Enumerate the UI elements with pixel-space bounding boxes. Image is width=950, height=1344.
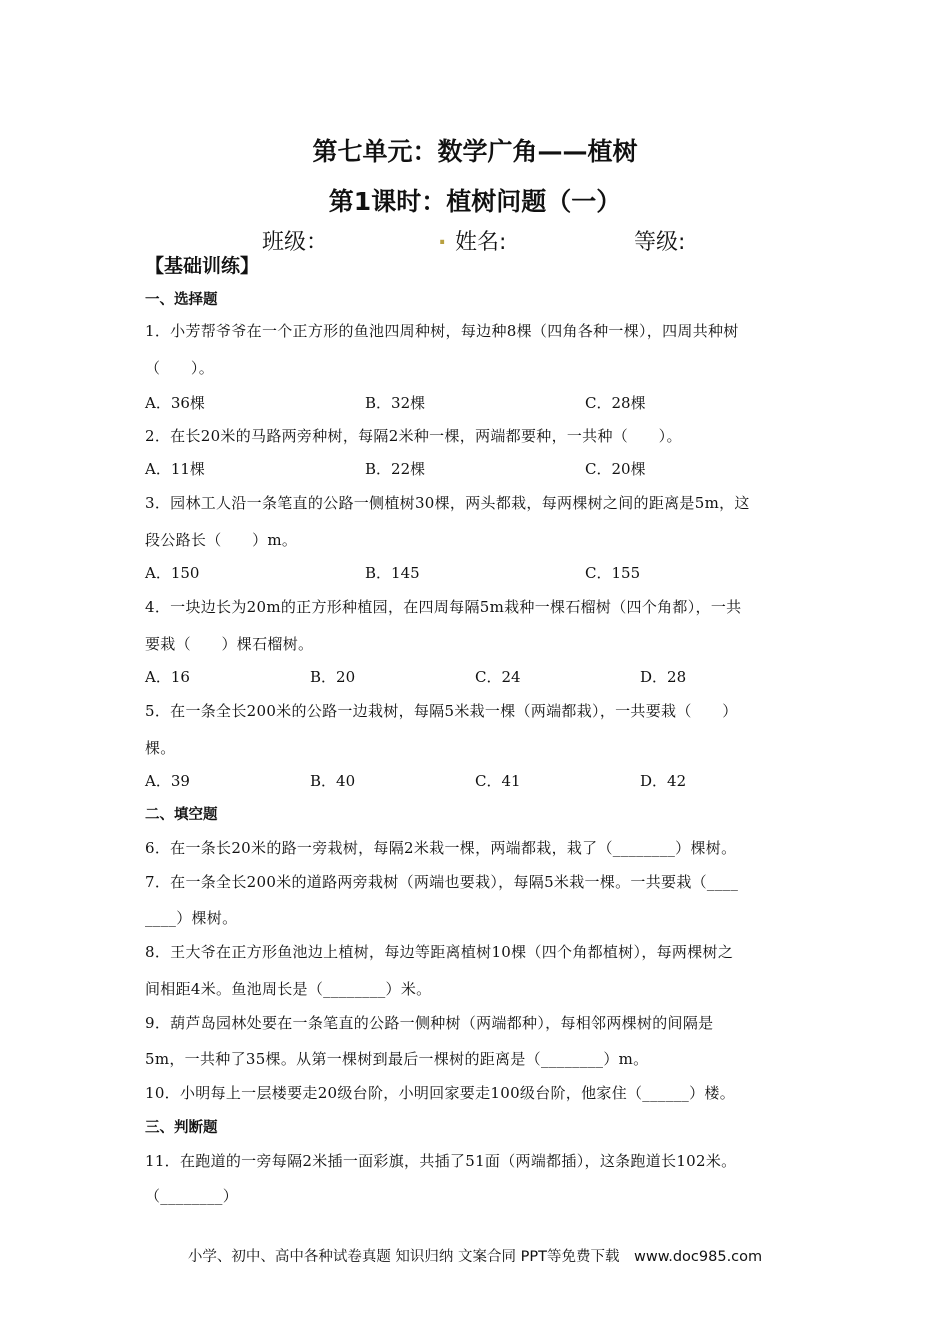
question-3-line-1: 3．园林工人沿一条笔直的公路一侧植树30棵，两头都栽，每两棵树之间的距离是5m，这 bbox=[145, 494, 750, 512]
question-6-line-1: 6．在一条长20米的路一旁栽树，每隔2米栽一棵，两端都栽，栽了（________）棵树。 bbox=[145, 839, 737, 857]
question-1-option-c: C．28棵 bbox=[585, 394, 646, 412]
page-subtitle: 第1课时：植树问题（一） bbox=[328, 187, 622, 216]
question-2-line-1: 2．在长20米的马路两旁种树，每隔2米种一棵，两端都要种，一共种（ ）。 bbox=[145, 427, 682, 445]
question-4-line-1: 4．一块边长为20m的正方形种植园，在四周每隔5m栽种一棵石榴树（四个角都），一共 bbox=[145, 598, 742, 616]
part-heading-fill: 二、填空题 bbox=[145, 807, 218, 823]
class-label: 班级： bbox=[262, 230, 329, 255]
grade-label: 等级: bbox=[634, 230, 686, 255]
question-9-line-2: 5m，一共种了35棵。从第一棵树到最后一棵树的距离是（________）m。 bbox=[145, 1050, 649, 1068]
question-5-option-a: A．39 bbox=[145, 772, 190, 790]
question-8-line-1: 8．王大爷在正方形鱼池边上植树，每边等距离植树10棵（四个角都植树），每两棵树之 bbox=[145, 943, 734, 961]
question-3-line-2: 段公路长（ ）m。 bbox=[145, 531, 298, 549]
question-8-line-2: 间相距4米。鱼池周长是（________）米。 bbox=[145, 980, 432, 998]
question-3-option-b: B．145 bbox=[365, 564, 420, 582]
name-label: 姓名: bbox=[455, 230, 507, 255]
part-heading-judge: 三、判断题 bbox=[145, 1120, 218, 1136]
question-1-option-b: B．32棵 bbox=[365, 394, 426, 412]
question-4-option-a: A．16 bbox=[145, 668, 190, 686]
question-5-option-c: C．41 bbox=[475, 772, 521, 790]
question-9-line-1: 9．葫芦岛园林处要在一条笔直的公路一侧种树（两端都种），每相邻两棵树的间隔是 bbox=[145, 1014, 714, 1032]
question-5-option-b: B．40 bbox=[310, 772, 356, 790]
question-5-option-d: D．42 bbox=[640, 772, 687, 790]
question-10-line-1: 10．小明每上一层楼要走20级台阶，小明回家要走100级台阶，他家住（______）楼。 bbox=[145, 1084, 736, 1102]
question-2-option-c: C．20棵 bbox=[585, 460, 646, 478]
question-11-line-2: （________） bbox=[145, 1187, 239, 1205]
question-1-line-2: （ ）。 bbox=[145, 359, 215, 377]
question-2-option-a: A．11棵 bbox=[145, 460, 205, 478]
question-5-line-2: 棵。 bbox=[145, 739, 176, 757]
question-4-option-d: D．28 bbox=[640, 668, 687, 686]
page-title: 第七单元：数学广角——植树 bbox=[312, 137, 638, 166]
question-4-option-b: B．20 bbox=[310, 668, 356, 686]
question-3-option-a: A．150 bbox=[145, 564, 200, 582]
question-3-option-c: C．155 bbox=[585, 564, 641, 582]
section-heading: 【基础训练】 bbox=[145, 255, 260, 277]
question-4-option-c: C．24 bbox=[475, 668, 521, 686]
question-5-line-1: 5．在一条全长200米的公路一边栽树，每隔5米栽一棵（两端都栽），一共要栽（ ） bbox=[145, 702, 738, 720]
question-7-line-1: 7．在一条全长200米的道路两旁栽树（两端也要栽），每隔5米栽一棵。一共要栽（____ bbox=[145, 873, 739, 891]
separator-dot: . bbox=[438, 225, 447, 250]
page-footer: 小学、初中、高中各种试卷真题 知识归纳 文案合同 PPT等免费下载 www.doc985.com bbox=[187, 1249, 763, 1265]
part-heading-choice: 一、选择题 bbox=[145, 292, 218, 308]
question-2-option-b: B．22棵 bbox=[365, 460, 426, 478]
question-7-line-2: ____）棵树。 bbox=[145, 909, 238, 927]
question-11-line-1: 11．在跑道的一旁每隔2米插一面彩旗，共插了51面（两端都插），这条跑道长102米。 bbox=[145, 1152, 737, 1170]
question-4-line-2: 要栽（ ）棵石榴树。 bbox=[145, 635, 314, 653]
question-1-line-1: 1．小芳帮爷爷在一个正方形的鱼池四周种树，每边种8棵（四角各种一棵），四周共种树 bbox=[145, 322, 739, 340]
question-1-option-a: A．36棵 bbox=[145, 394, 205, 412]
